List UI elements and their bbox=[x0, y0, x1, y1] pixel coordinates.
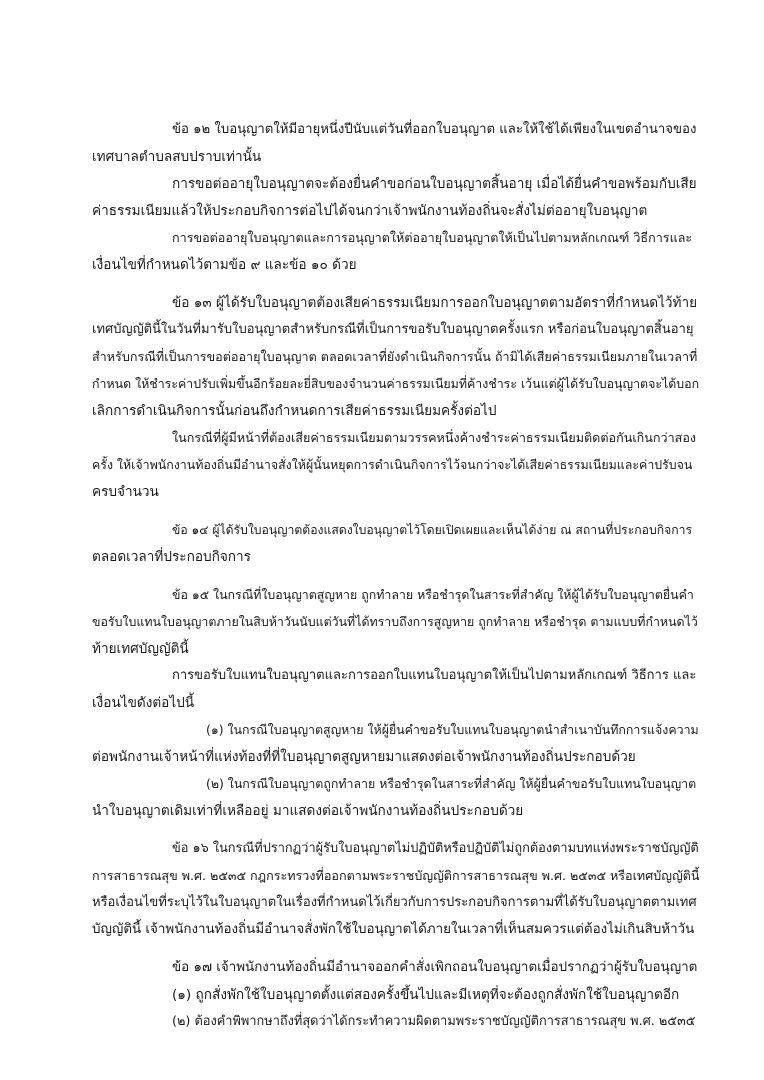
section-13-line: ครั้ง ให้เจ้าพนักงานท้องถิ่นมีอำนาจสั่งให้ผู้นั้นหยุดการดำเนินกิจการไว้จนกว่าจะได้เสียค่าธรรมเนียมและค่าปรับจน bbox=[92, 457, 693, 472]
section-15-line: นำใบอนุญาตเดิมเท่าที่เหลืออยู่ มาแสดงต่อเจ้าพนักงานท้องถิ่นประกอบด้วย bbox=[92, 803, 524, 819]
section-12-line: ข้อ ๑๒ ใบอนุญาตให้มีอายุหนึ่งปีนับแต่วันที่ออกใบอนุญาต และให้ใช้ได้เพียงในเขตอำนาจของ bbox=[172, 122, 697, 137]
section-17-line: ข้อ ๑๗ เจ้าพนักงานท้องถิ่นมีอำนาจออกคำสั่งเพิกถอนใบอนุญาตเมื่อปรากฏว่าผู้รับใบอนุญาต bbox=[172, 960, 698, 975]
section-13-line: ในกรณีที่ผู้มีหน้าที่ต้องเสียค่าธรรมเนียมตามวรรคหนึ่งค้างชำระค่าธรรมเนียมติดต่อกันเกินกว่าสอง bbox=[172, 430, 697, 445]
section-15-line: ท้ายเทศบัญญัตินี้ bbox=[92, 641, 189, 657]
section-14-line: ข้อ ๑๔ ผู้ได้รับใบอนุญาตต้องแสดงใบอนุญาตไว้โดยเปิดเผยและเห็นได้ง่าย ณ สถานที่ประกอบกิจการ bbox=[172, 523, 692, 537]
section-13-line: ครบจำนวน bbox=[92, 484, 159, 500]
section-13-line: เลิกการดำเนินกิจการนั้นก่อนถึงกำหนดการเสียค่าธรรมเนียมครั้งต่อไป bbox=[92, 403, 497, 419]
section-15-line: ข้อ ๑๕ ในกรณีที่ใบอนุญาตสูญหาย ถูกทำลาย หรือชำรุดในสาระที่สำคัญ ให้ผู้ได้รับใบอนุญาตยื่นคำ bbox=[172, 587, 694, 602]
section-13-line: ข้อ ๑๓ ผู้ได้รับใบอนุญาตต้องเสียค่าธรรมเนียมการออกใบอนุญาตตามอัตราที่กำหนดไว้ท้าย bbox=[172, 295, 698, 311]
section-12-line: เงื่อนไขที่กำหนดไว้ตามข้อ ๙ และข้อ ๑๐ ด้วย bbox=[92, 257, 357, 273]
section-17-item: (๒) ต้องคำพิพากษาถึงที่สุดว่าได้กระทำความผิดตามพระราชบัญญัติการสาธารณสุข พ.ศ. ๒๕๓๕ bbox=[172, 1014, 696, 1029]
section-12-line: การขอต่ออายุใบอนุญาตจะต้องยื่นคำขอก่อนใบอนุญาตสิ้นอายุ เมื่อได้ยื่นคำขอพร้อมกับเสีย bbox=[172, 176, 697, 192]
section-15-line: ขอรับใบแทนใบอนุญาตภายในสิบห้าวันนับแต่วันที่ได้ทราบถึงการสูญหาย ถูกทำลาย หรือชำรุด ตามแบบที่กำหนดไว้ bbox=[92, 614, 698, 629]
section-16-line: หรือเงื่อนไขที่ระบุไว้ในใบอนุญาตในเรื่องที่กำหนดไว้เกี่ยวกับการประกอบกิจการตามที่ได้รับใบอนุญาตตามเทศ bbox=[92, 895, 697, 910]
section-13-line: กำหนด ให้ชำระค่าปรับเพิ่มขึ้นอีกร้อยละยี่สิบของจำนวนค่าธรรมเนียมที่ค้างชำระ เว้นแต่ผู้ได้รับใบอนุญาตจะได้บอก bbox=[92, 376, 700, 391]
section-16-line: การสาธารณสุข พ.ศ. ๒๕๓๕ กฎกระทรวงที่ออกตามพระราชบัญญัติการสาธารณสุข พ.ศ. ๒๕๓๕ หรือเทศบัญญัตินี้ bbox=[92, 868, 700, 883]
section-12-line: การขอต่ออายุใบอนุญาตและการอนุญาตให้ต่ออายุใบอนุญาตให้เป็นไปตามหลักเกณฑ์ วิธีการและ bbox=[172, 230, 693, 245]
section-12-line: ค่าธรรมเนียมแล้วให้ประกอบกิจการต่อไปได้จนกว่าเจ้าพนักงานท้องถิ่นจะสั่งไม่ต่ออายุใบอนุญาต bbox=[92, 203, 648, 219]
section-12-line: เทศบาลตำบลสบปราบเท่านั้น bbox=[92, 149, 262, 165]
section-15-line: ต่อพนักงานเจ้าหน้าที่แห่งท้องที่ที่ใบอนุญาตสูญหายมาแสดงต่อเจ้าพนักงานท้องถิ่นประกอบด้วย bbox=[92, 749, 636, 765]
section-17-item: (๑) ถูกสั่งพักใช้ใบอนุญาตตั้งแต่สองครั้งขึ้นไปและมีเหตุที่จะต้องถูกสั่งพักใช้ใบอนุญาตอีก bbox=[172, 987, 680, 1003]
section-16-line: บัญญัตินี้ เจ้าพนักงานท้องถิ่นมีอำนาจสั่งพักใช้ใบอนุญาตได้ภายในเวลาที่เห็นสมควรแต่ต้องไม่เกินสิบห้าวัน bbox=[92, 922, 695, 937]
section-13-line: สำหรับกรณีที่เป็นการขอต่ออายุใบอนุญาต ตลอดเวลาที่ยังดำเนินกิจการนั้น ถ้ามิได้เสียค่าธรรมเนียมภายในเวลาที่ bbox=[92, 349, 698, 364]
section-13-line: เทศบัญญัตินี้ในวันที่มารับใบอนุญาตสำหรับกรณีที่เป็นการขอรับใบอนุญาตครั้งแรก หรือก่อนใบอนุญาตสิ้นอายุ bbox=[92, 322, 694, 337]
section-15-line: เงื่อนไขดังต่อไปนี้ bbox=[92, 695, 195, 711]
section-15-line: การขอรับใบแทนใบอนุญาตและการออกใบแทนใบอนุญาตให้เป็นไปตามหลักเกณฑ์ วิธีการ และ bbox=[172, 668, 697, 683]
section-16-line: ข้อ ๑๖ ในกรณีที่ปรากฏว่าผู้รับใบอนุญาตไม่ปฏิบัติหรือปฏิบัติไม่ถูกต้องตามบทแห่งพระราชบัญญัติ bbox=[172, 841, 699, 856]
section-15-item: (๑) ในกรณีใบอนุญาตสูญหาย ให้ผู้ยื่นคำขอรับใบแทนใบอนุญาตนำสำเนาบันทึกการแจ้งความ bbox=[206, 722, 699, 737]
section-14-line: ตลอดเวลาที่ประกอบกิจการ bbox=[92, 549, 251, 565]
section-15-item: (๒) ในกรณีใบอนุญาตถูกทำลาย หรือชำรุดในสาระที่สำคัญ ให้ผู้ยื่นคำขอรับใบแทนใบอนุญาต bbox=[206, 776, 697, 791]
